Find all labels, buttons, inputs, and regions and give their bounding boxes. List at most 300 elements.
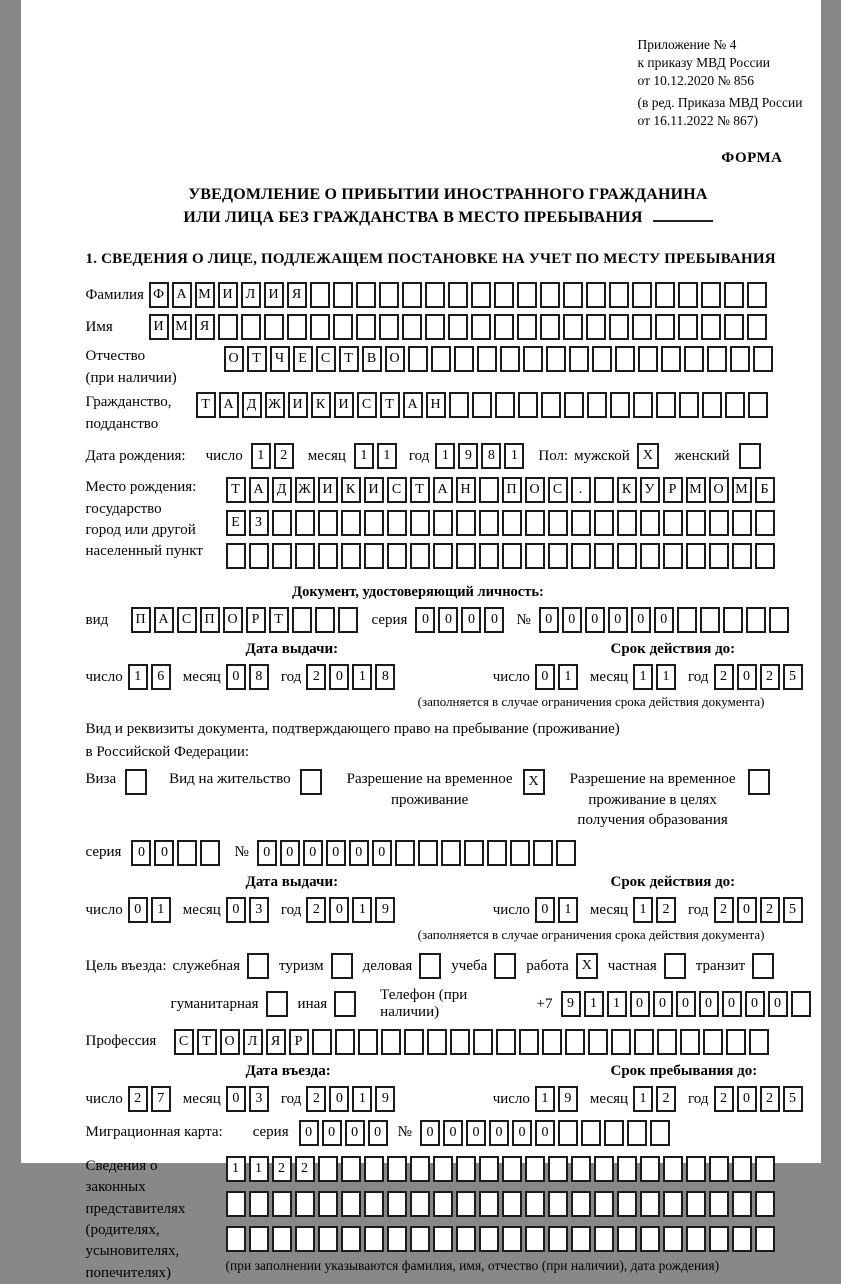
- form-cell: Ж: [265, 392, 285, 418]
- form-cell: И: [334, 392, 354, 418]
- form-cell: [249, 543, 269, 569]
- form-cell: 8: [481, 443, 501, 469]
- form-cell: [540, 282, 560, 308]
- form-cell: [523, 346, 543, 372]
- form-cell: [502, 510, 522, 536]
- form-cell: 2: [656, 1086, 676, 1112]
- option-visa: [86, 769, 148, 795]
- form-cell: Д: [242, 392, 262, 418]
- form-cell: [640, 1191, 660, 1217]
- form-cell: [249, 1226, 269, 1252]
- birthplace-label: Место рождения: государство город или другой населенный пункт: [86, 477, 226, 562]
- form-cell: [226, 1191, 246, 1217]
- form-cell: [609, 282, 629, 308]
- form-cell: [546, 346, 566, 372]
- form-cell: Т: [380, 392, 400, 418]
- form-cell: 0: [512, 1120, 532, 1146]
- identity-doc-heading: Документ, удостоверяющий личность:: [86, 584, 811, 601]
- form-cell: [456, 543, 476, 569]
- entry-date-heading: Дата въезда:: [246, 1063, 331, 1080]
- form-cell: 0: [631, 607, 651, 633]
- form-cell: 2: [306, 664, 326, 690]
- migration-series-label: серия: [253, 1122, 289, 1144]
- citizenship-cells: [196, 392, 768, 418]
- form-cell: 0: [226, 897, 246, 923]
- form-cell: [295, 543, 315, 569]
- form-cell: [755, 1156, 775, 1182]
- form-cell: [755, 1191, 775, 1217]
- migration-card-label: Миграционная карта:: [86, 1122, 223, 1144]
- purpose-study-checkbox: [494, 953, 516, 979]
- form-cell: [632, 314, 652, 340]
- purpose-business-checkbox: [247, 953, 269, 979]
- entry-month-cells: [226, 1086, 269, 1112]
- form-cell: [586, 282, 606, 308]
- form-cell: [500, 346, 520, 372]
- form-cell: [272, 1191, 292, 1217]
- profession-cells: [174, 1029, 769, 1055]
- form-cell: 0: [737, 1086, 757, 1112]
- form-cell: [473, 1029, 493, 1055]
- form-cell: [638, 346, 658, 372]
- form-cell: [287, 314, 307, 340]
- form-cell: [295, 1191, 315, 1217]
- form-cell: [226, 1226, 246, 1252]
- form-cell: [494, 314, 514, 340]
- form-cell: Т: [339, 346, 359, 372]
- identity-doc-number-label: №: [516, 610, 530, 632]
- form-cell: З: [249, 510, 269, 536]
- form-cell: [732, 1191, 752, 1217]
- form-cell: [686, 1226, 706, 1252]
- form-cell: 0: [280, 840, 300, 866]
- month-label: месяц: [590, 902, 628, 919]
- identity-doc-type-label: вид: [86, 610, 131, 632]
- form-cell: 0: [737, 664, 757, 690]
- form-cell: 2: [714, 897, 734, 923]
- form-cell: [519, 1029, 539, 1055]
- form-cell: [610, 392, 630, 418]
- form-title-line2: ИЛИ ЛИЦА БЕЗ ГРАЖДАНСТВА В МЕСТО ПРЕБЫВАНИЯ: [86, 206, 811, 229]
- form-cell: [640, 510, 660, 536]
- day-label: число: [86, 902, 123, 919]
- form-cell: 0: [699, 991, 719, 1017]
- form-cell: [517, 282, 537, 308]
- form-cell: [456, 510, 476, 536]
- stay-month-cells: [633, 1086, 676, 1112]
- residence-issue-month-cells: [226, 897, 269, 923]
- form-cell: [640, 1156, 660, 1182]
- form-cell: [615, 346, 635, 372]
- form-cell: 0: [372, 840, 392, 866]
- phone-label: Телефон (при наличии): [380, 987, 514, 1021]
- form-cell: [749, 1029, 769, 1055]
- form-cell: [724, 282, 744, 308]
- form-cell: Н: [426, 392, 446, 418]
- form-cell: [617, 1226, 637, 1252]
- year-label: год: [281, 902, 301, 919]
- form-cell: [427, 1029, 447, 1055]
- birthdate-day-label: число: [206, 446, 243, 468]
- purpose-option-label: работа: [526, 958, 569, 975]
- birthdate-row: [86, 443, 811, 469]
- form-cell: [456, 1156, 476, 1182]
- form-cell: 0: [676, 991, 696, 1017]
- form-cell: [586, 314, 606, 340]
- citizenship-label: Гражданство, подданство: [86, 392, 196, 436]
- option-temp-residence-checkbox: X: [523, 769, 545, 795]
- form-cell: 0: [329, 897, 349, 923]
- migration-card-row: [86, 1120, 811, 1146]
- form-cell: [495, 392, 515, 418]
- form-cell: [686, 510, 706, 536]
- form-cell: [364, 1191, 384, 1217]
- form-cell: С: [177, 607, 197, 633]
- stay-until-heading: Срок пребывания до:: [611, 1063, 758, 1080]
- form-cell: Ч: [270, 346, 290, 372]
- form-cell: [571, 1226, 591, 1252]
- form-cell: [402, 282, 422, 308]
- form-cell: 1: [633, 664, 653, 690]
- option-residence-permit-label: Вид на жительство: [169, 769, 290, 789]
- patronymic-cells: [224, 346, 773, 372]
- form-cell: 0: [368, 1120, 388, 1146]
- residence-issue-heading: Дата выдачи:: [246, 874, 339, 891]
- form-cell: 1: [352, 1086, 372, 1112]
- form-cell: [677, 607, 697, 633]
- form-cell: 0: [585, 607, 605, 633]
- form-cell: [565, 1029, 585, 1055]
- migration-number-cells: [420, 1120, 670, 1146]
- form-cell: 0: [438, 607, 458, 633]
- form-cell: [723, 607, 743, 633]
- residence-issue-day-cells: [128, 897, 171, 923]
- form-cell: 2: [714, 1086, 734, 1112]
- form-cell: 0: [345, 1120, 365, 1146]
- form-cell: [569, 346, 589, 372]
- form-cell: 2: [272, 1156, 292, 1182]
- name-cells: [149, 314, 767, 340]
- form-cell: [479, 543, 499, 569]
- phone-prefix: +7: [537, 996, 553, 1013]
- form-cell: 9: [561, 991, 581, 1017]
- birthdate-year-cells: [435, 443, 524, 469]
- purpose-option-label: транзит: [696, 958, 745, 975]
- form-cell: [592, 346, 612, 372]
- form-cell: [724, 314, 744, 340]
- form-cell: 1: [128, 664, 148, 690]
- form-cell: [318, 543, 338, 569]
- form-cell: [517, 314, 537, 340]
- form-cell: [755, 1226, 775, 1252]
- form-cell: [732, 510, 752, 536]
- form-cell: [479, 477, 499, 503]
- form-cell: [588, 1029, 608, 1055]
- form-cell: [746, 607, 766, 633]
- form-cell: 1: [249, 1156, 269, 1182]
- residence-expiry-day-cells: [535, 897, 578, 923]
- form-cell: Д: [272, 477, 292, 503]
- form-cell: [594, 477, 614, 503]
- purpose-option-label: гуманитарная: [171, 996, 259, 1013]
- profession-label: Профессия: [86, 1031, 174, 1053]
- gender-female-checkbox: [739, 443, 761, 469]
- form-cell: [703, 1029, 723, 1055]
- residence-expiry-month-cells: [633, 897, 676, 923]
- form-cell: [556, 840, 576, 866]
- form-cell: [587, 392, 607, 418]
- form-cell: [387, 1226, 407, 1252]
- month-label: месяц: [590, 669, 628, 686]
- form-cell: [748, 392, 768, 418]
- option-temp-residence: [346, 769, 545, 810]
- form-cell: [617, 1191, 637, 1217]
- form-cell: [726, 1029, 746, 1055]
- form-cell: [464, 840, 484, 866]
- birthplace-cells-row3: [226, 543, 775, 569]
- form-cell: 2: [760, 664, 780, 690]
- patronymic-row: [86, 346, 811, 390]
- form-cell: [769, 607, 789, 633]
- residence-series-label: серия: [86, 842, 122, 864]
- form-cell: И: [218, 282, 238, 308]
- form-cell: 8: [375, 664, 395, 690]
- form-cell: О: [709, 477, 729, 503]
- form-cell: [318, 1226, 338, 1252]
- form-cell: 0: [608, 607, 628, 633]
- title-blank-underline: [653, 206, 713, 222]
- form-cell: [450, 1029, 470, 1055]
- form-cell: В: [362, 346, 382, 372]
- form-cell: К: [311, 392, 331, 418]
- identity-issue-day-cells: [128, 664, 171, 690]
- form-cell: П: [502, 477, 522, 503]
- form-cell: [709, 1226, 729, 1252]
- form-cell: [433, 510, 453, 536]
- identity-doc-row: [86, 607, 811, 633]
- residence-doc-dates-row: [86, 897, 811, 923]
- form-cell: 1: [633, 897, 653, 923]
- citizenship-row: [86, 392, 811, 436]
- birthdate-day-cells: [251, 443, 294, 469]
- form-cell: 0: [154, 840, 174, 866]
- form-cell: [364, 510, 384, 536]
- residence-issue-year-cells: [306, 897, 395, 923]
- form-cell: Н: [456, 477, 476, 503]
- identity-issue-month-cells: [226, 664, 269, 690]
- form-cell: П: [200, 607, 220, 633]
- identity-doc-series-label: серия: [372, 610, 408, 632]
- purpose-work-checkbox: X: [576, 953, 598, 979]
- form-cell: Л: [243, 1029, 263, 1055]
- form-cell: Л: [241, 282, 261, 308]
- form-cell: [433, 543, 453, 569]
- representatives-label: Сведения о законных представителях (родителях, усыновителях, попечителях): [86, 1156, 226, 1284]
- form-cell: 9: [375, 1086, 395, 1112]
- form-cell: С: [548, 477, 568, 503]
- form-cell: И: [364, 477, 384, 503]
- form-cell: А: [154, 607, 174, 633]
- representatives-block: [86, 1156, 811, 1284]
- form-cell: [410, 1226, 430, 1252]
- identity-doc-number-cells: [539, 607, 789, 633]
- day-label: число: [493, 902, 530, 919]
- form-cell: [571, 543, 591, 569]
- form-cell: [518, 392, 538, 418]
- form-cell: [617, 543, 637, 569]
- purpose-label: Цель въезда:: [86, 958, 167, 975]
- form-cell: [548, 510, 568, 536]
- name-row: [86, 314, 811, 340]
- form-cell: 0: [329, 664, 349, 690]
- form-cell: [680, 1029, 700, 1055]
- form-cell: [387, 543, 407, 569]
- form-cell: 0: [461, 607, 481, 633]
- gender-male-checkbox: X: [637, 443, 659, 469]
- stay-day-cells: [535, 1086, 578, 1112]
- form-cell: 2: [306, 897, 326, 923]
- form-cell: [525, 1191, 545, 1217]
- form-cell: [310, 314, 330, 340]
- form-cell: [732, 543, 752, 569]
- form-cell: [558, 1120, 578, 1146]
- identity-doc-type-cells: [131, 607, 358, 633]
- identity-doc-series-cells: [415, 607, 504, 633]
- form-cell: [548, 1191, 568, 1217]
- form-cell: [364, 543, 384, 569]
- form-cell: [441, 840, 461, 866]
- form-cell: 0: [226, 1086, 246, 1112]
- identity-doc-date-headings: [86, 641, 811, 661]
- form-cell: [525, 1226, 545, 1252]
- purpose-commercial-checkbox: [419, 953, 441, 979]
- form-cell: [387, 510, 407, 536]
- form-cell: [425, 282, 445, 308]
- purpose-option-label: деловая: [363, 958, 413, 975]
- form-cell: 0: [326, 840, 346, 866]
- form-cell: 1: [607, 991, 627, 1017]
- option-residence-permit-checkbox: [300, 769, 322, 795]
- form-cell: 0: [539, 607, 559, 633]
- form-cell: 6: [151, 664, 171, 690]
- form-cell: 0: [768, 991, 788, 1017]
- identity-restriction-note: (заполняется в случае ограничения срока действия документа): [86, 694, 811, 710]
- form-cell: А: [172, 282, 192, 308]
- form-cell: [755, 543, 775, 569]
- form-cell: [433, 1156, 453, 1182]
- representatives-note: (при заполнении указываются фамилия, имя, отчество (при наличии), дата рождения): [226, 1258, 775, 1274]
- gender-male-label: мужской: [574, 446, 630, 468]
- form-cell: А: [433, 477, 453, 503]
- form-cell: 1: [354, 443, 374, 469]
- form-cell: [525, 510, 545, 536]
- form-cell: Т: [247, 346, 267, 372]
- form-cell: [425, 314, 445, 340]
- form-cell: 0: [745, 991, 765, 1017]
- year-label: год: [281, 1091, 301, 1108]
- day-label: число: [493, 1091, 530, 1108]
- form-cell: 1: [656, 664, 676, 690]
- form-cell: .: [571, 477, 591, 503]
- purpose-option-label: иная: [298, 996, 328, 1013]
- form-cell: [249, 1191, 269, 1217]
- form-cell: 0: [349, 840, 369, 866]
- identity-expiry-heading: Срок действия до:: [611, 641, 736, 658]
- form-cell: [356, 314, 376, 340]
- appendix-line: от 10.12.2020 № 856: [638, 72, 841, 90]
- form-cell: [655, 314, 675, 340]
- form-cell: Я: [195, 314, 215, 340]
- form-cell: [402, 314, 422, 340]
- form-cell: П: [131, 607, 151, 633]
- form-cell: [542, 1029, 562, 1055]
- form-cell: [663, 1191, 683, 1217]
- residence-expiry-year-cells: [714, 897, 803, 923]
- day-label: число: [86, 669, 123, 686]
- form-cell: О: [223, 607, 243, 633]
- representatives-cells-row1: [226, 1156, 775, 1182]
- option-temp-residence-education: [567, 769, 770, 830]
- identity-issue-heading: Дата выдачи:: [246, 641, 339, 658]
- purpose-option-label: туризм: [279, 958, 324, 975]
- form-cell: [479, 1226, 499, 1252]
- form-cell: Я: [266, 1029, 286, 1055]
- month-label: месяц: [590, 1091, 628, 1108]
- form-cell: [732, 1156, 752, 1182]
- form-cell: 0: [303, 840, 323, 866]
- form-cell: [502, 1191, 522, 1217]
- form-cell: [701, 282, 721, 308]
- form-cell: [448, 314, 468, 340]
- form-cell: [471, 282, 491, 308]
- form-cell: [617, 510, 637, 536]
- month-label: месяц: [183, 1091, 221, 1108]
- month-label: месяц: [183, 902, 221, 919]
- form-cell: [571, 1156, 591, 1182]
- form-cell: [404, 1029, 424, 1055]
- form-cell: [594, 1226, 614, 1252]
- form-cell: [200, 840, 220, 866]
- form-cell: [594, 510, 614, 536]
- entry-dates-row: [86, 1086, 811, 1112]
- form-cell: [661, 346, 681, 372]
- form-cell: 1: [535, 1086, 555, 1112]
- form-cell: [226, 543, 246, 569]
- form-cell: [655, 282, 675, 308]
- form-cell: [356, 282, 376, 308]
- form-cell: [640, 1226, 660, 1252]
- form-cell: [791, 991, 811, 1017]
- identity-expiry-year-cells: [714, 664, 803, 690]
- form-cell: С: [387, 477, 407, 503]
- form-cell: [709, 1191, 729, 1217]
- purpose-transit-checkbox: [752, 953, 774, 979]
- form-cell: 0: [562, 607, 582, 633]
- profession-row: [86, 1029, 811, 1055]
- form-cell: [747, 314, 767, 340]
- phone-cells: [561, 991, 811, 1017]
- residence-number-label: №: [234, 842, 248, 864]
- form-cell: [525, 1156, 545, 1182]
- form-cell: 2: [760, 897, 780, 923]
- amendment-line: (в ред. Приказа МВД России: [638, 94, 841, 112]
- form-cell: 2: [274, 443, 294, 469]
- form-cell: [379, 314, 399, 340]
- form-cell: К: [341, 477, 361, 503]
- form-cell: 2: [760, 1086, 780, 1112]
- option-temp-residence-education-checkbox: [748, 769, 770, 795]
- appendix-line: к приказу МВД России: [638, 54, 841, 72]
